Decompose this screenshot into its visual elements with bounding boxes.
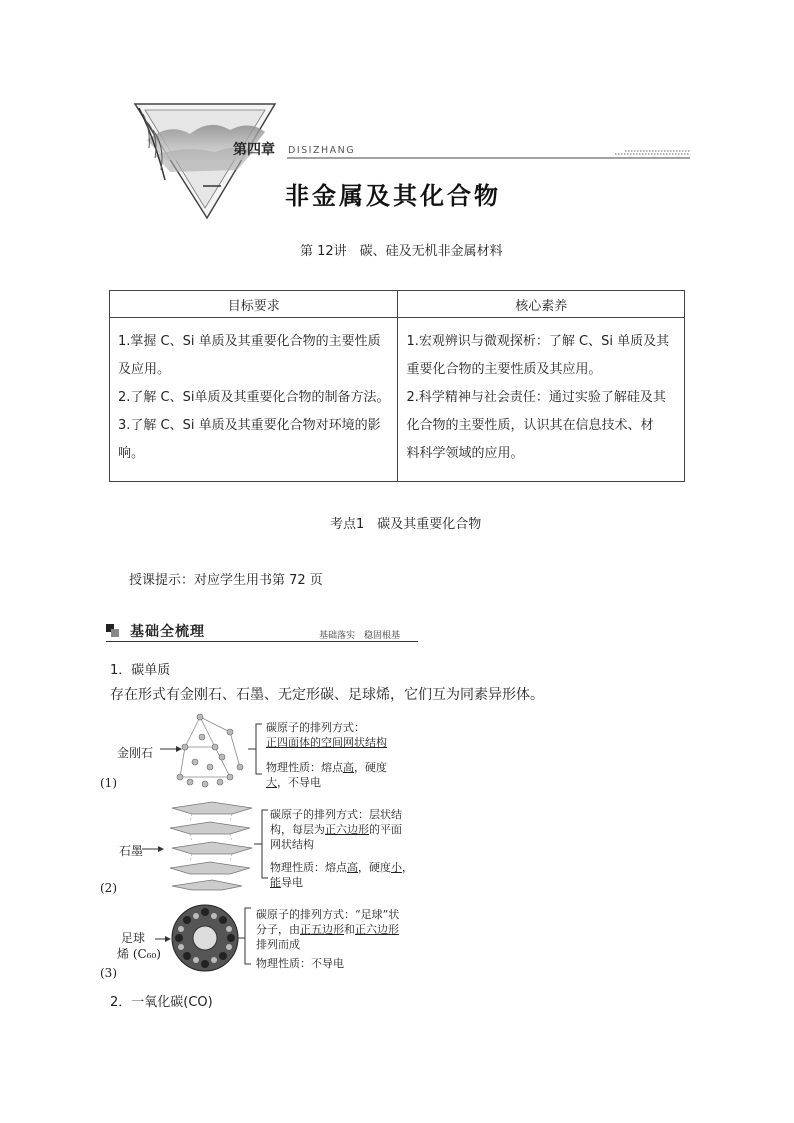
item1-intro: 存在形式有金刚石、石墨、无定形碳、足球烯，它们互为同素异形体。	[110, 687, 544, 703]
allotrope-number: (1)	[100, 776, 117, 790]
physical-property: 物理性质：熔点高，硬度小，	[270, 861, 413, 874]
goal-line: 2.了解 C、Si单质及其重要化合物的制备方法。	[118, 390, 390, 405]
arrow-right-icon	[165, 936, 171, 942]
arrangement-label: 碳原子的排列方式：	[266, 721, 365, 734]
chapter-number: 第四章	[233, 142, 275, 158]
arrangement-value: 正四面体的空间网状结构	[266, 736, 387, 749]
goal-line: 响。	[118, 446, 145, 461]
competency-line: 化合物的主要性质，认识其在信息技术、材	[406, 418, 654, 433]
goal-line: 及应用。	[118, 362, 171, 377]
chapter-title: 非金属及其化合物	[285, 182, 501, 210]
goal-line: 3.了解 C、Si 单质及其重要化合物对环境的影	[118, 418, 381, 433]
physical-property-cont: 大，不导电	[266, 776, 321, 789]
physical-property: 物理性质：熔点高，硬度	[266, 761, 387, 774]
goals-table	[109, 290, 685, 482]
competency-header: 核心素养	[398, 291, 685, 318]
arrangement-value: 构，每层为正六边形的平面	[270, 823, 402, 836]
banner-underline	[106, 641, 418, 642]
goals-header: 目标要求	[110, 291, 398, 318]
banner-title: 基础全梳理	[130, 624, 205, 640]
fullerene-structure-image	[155, 902, 265, 974]
competency-line: 1.宏观辨识与微观探析：了解 C、Si 单质及其	[406, 334, 670, 349]
allotrope-name: 足球	[121, 931, 146, 945]
goals-cell	[110, 318, 398, 482]
competency-line: 2.科学精神与社会责任：通过实验了解硅及其	[406, 390, 666, 405]
lesson-title: 第 12讲 碳、硅及无机非金属材料	[300, 244, 503, 259]
competency-line: 料科学领域的应用。	[406, 446, 524, 461]
arrangement-value: 分子，由正五边形和正六边形	[256, 923, 399, 936]
competency-cell	[398, 318, 685, 482]
item2-heading: 2．一氧化碳(CO)	[110, 995, 213, 1010]
section-title: 考点1 碳及其重要化合物	[330, 517, 482, 532]
allotrope-formula: 烯 (C₆₀)	[117, 947, 161, 961]
arrow-right-icon	[176, 746, 182, 752]
physical-property: 物理性质：不导电	[256, 957, 344, 970]
allotrope-number: (3)	[100, 966, 117, 980]
arrangement-value-cont: 排列而成	[256, 938, 300, 951]
banner-subtitle: 基础落实 稳固根基	[319, 631, 401, 641]
physical-property-cont: 能导电	[270, 876, 303, 889]
chapter-pinyin: DISIZHANG	[288, 145, 356, 156]
arrow-right-icon	[158, 846, 164, 852]
allotrope-name: 金刚石	[117, 746, 154, 760]
goal-line: 1.掌握 C、Si 单质及其重要化合物的主要性质	[118, 334, 381, 349]
allotrope-number: (2)	[100, 881, 117, 895]
arrangement-label: 碳原子的排列方式：“足球”状	[256, 908, 400, 921]
item1-heading: 1．碳单质	[110, 663, 171, 678]
allotrope-name: 石墨	[119, 844, 144, 858]
competency-line: 重要化合物的主要性质及其应用。	[406, 362, 602, 377]
arrangement-label: 碳原子的排列方式：层状结	[270, 808, 402, 821]
teaching-hint: 授课提示：对应学生用书第 72 页	[129, 573, 323, 588]
arrangement-value-cont: 网状结构	[270, 838, 314, 851]
